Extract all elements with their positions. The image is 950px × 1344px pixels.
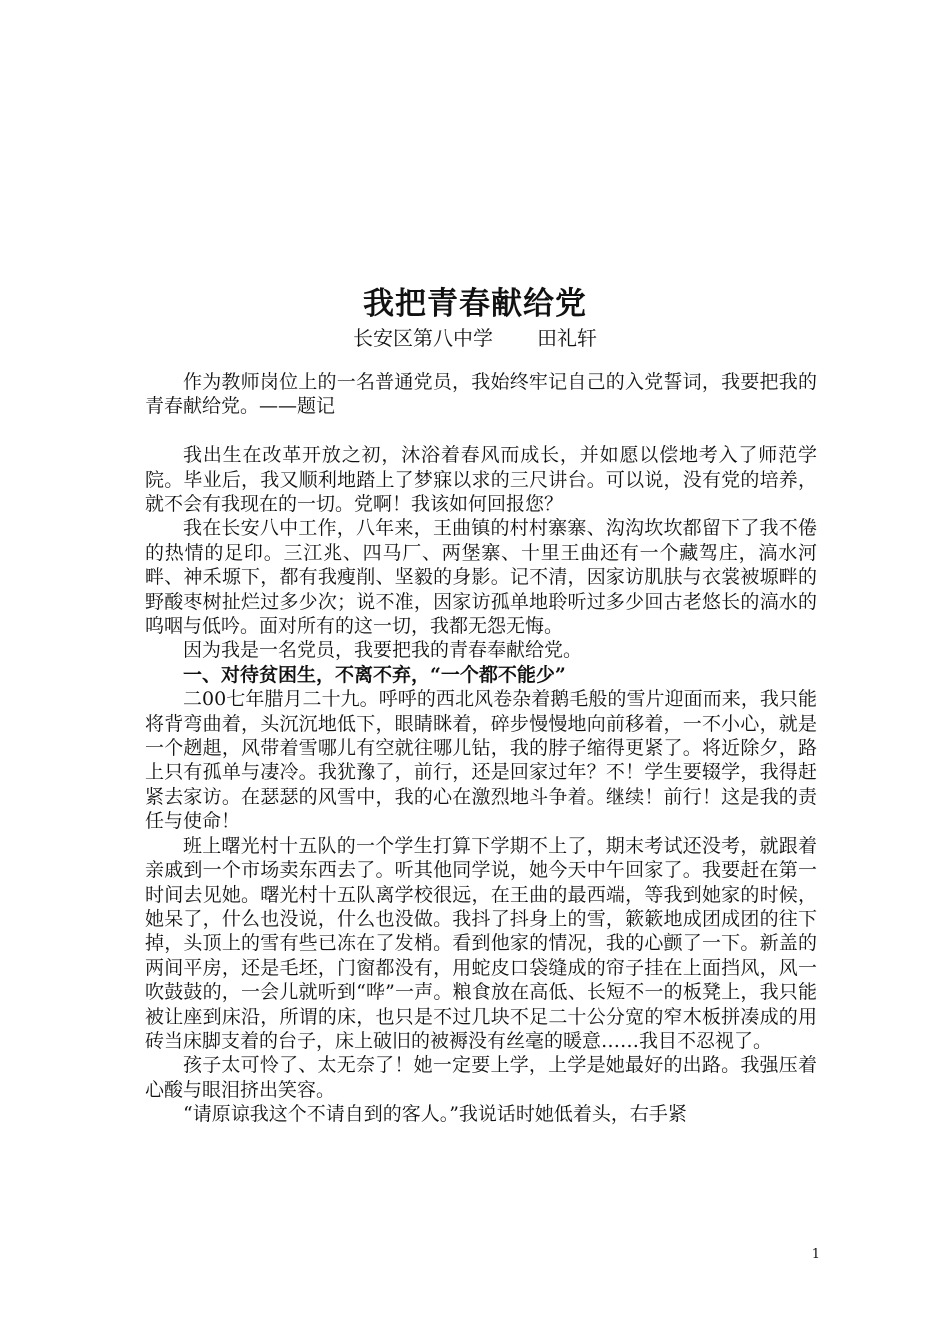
- author-name: 田礼轩: [537, 326, 597, 350]
- document-title: 我把青春献给党: [363, 286, 587, 322]
- school-name: 长安区第八中学: [353, 326, 493, 350]
- paragraph: 因为我是一名党员，我要把我的青春奉献给党。: [183, 639, 583, 662]
- section-heading: 一、对待贫困生，不离不弃，“一个都不能少”: [183, 663, 566, 686]
- byline: [0, 322, 950, 351]
- paragraph: 我出生在改革开放之初，沐浴着春风而成长，并如愿以偿地考入了师范学院。毕业后，我又顺利地踏上了梦寐以求的三尺讲台。可以说，没有党的培养，就不会有我现在的一切。党啊！我该如何回报您？: [145, 444, 817, 516]
- paragraph: 我在长安八中工作，八年来，王曲镇的村村寨寨、沟沟坎坎都留下了我不倦的热情的足印。三江兆、四马厂、两堡寨、十里王曲还有一个藏驾庄，滈水河畔、神禾塬下，都有我瘦削、坚毅的身影。记不清，因家访肌肤与衣裳被塬畔的野酸枣树扯烂过多少次；说不准，因家访孤单地聆听过多少回古老悠长的滈水的呜咽与低吟。面对所有的这一切，我都无怨无悔。: [145, 517, 817, 638]
- document-body: [145, 370, 817, 1127]
- page-number: 1: [811, 1247, 820, 1262]
- paragraph: “请原谅我这个不请自到的客人。”我说话时她低着头，右手紧: [183, 1103, 687, 1126]
- epigraph: 作为教师岗位上的一名普通党员，我始终牢记自己的入党誓词，我要把我的青春献给党。——题记: [145, 371, 817, 418]
- paragraph: 孩子太可怜了、太无奈了！她一定要上学，上学是她最好的出路。我强压着心酸与眼泪挤出笑容。: [145, 1054, 817, 1101]
- paragraph: 班上曙光村十五队的一个学生打算下学期不上了，期末考试还没考，就跟着亲戚到一个市场卖东西去了。听其他同学说，她今天中午回家了。我要赶在第一时间去见她。曙光村十五队离学校很远，在王曲的最西端，等我到她家的时候，她呆了，什么也没说，什么也没做。我抖了抖身上的雪，簌簌地成团成团的往下掉，头顶上的雪有些已冻在了发梢。看到他家的情况，我的心颤了一下。新盖的两间平房，还是毛坯，门窗都没有，用蛇皮口袋缝成的帘子挂在上面挡风，风一吹鼓鼓的，一会儿就听到“哗”一声。粮食放在高低、长短不一的板凳上，我只能被让座到床沿，所谓的床，也只是不过几块不足二十公分宽的窄木板拼凑成的用砖当床脚支着的台子，床上破旧的被褥没有丝毫的暖意……我目不忍视了。: [145, 834, 817, 1052]
- paragraph: 二00七年腊月二十九。呼呼的西北风卷杂着鹅毛般的雪片迎面而来，我只能将背弯曲着，头沉沉地低下，眼睛眯着，碎步慢慢地向前移着，一不小心，就是一个趔趄，风带着雪哪儿有空就往哪儿钻，我的脖子缩得更紧了。将近除夕，路上只有孤单与凄冷。我犹豫了，前行，还是回家过年？不！学生要辍学，我得赶紧去家访。在瑟瑟的风雪中，我的心在激烈地斗争着。继续！前行！这是我的责任与使命！: [145, 688, 817, 833]
